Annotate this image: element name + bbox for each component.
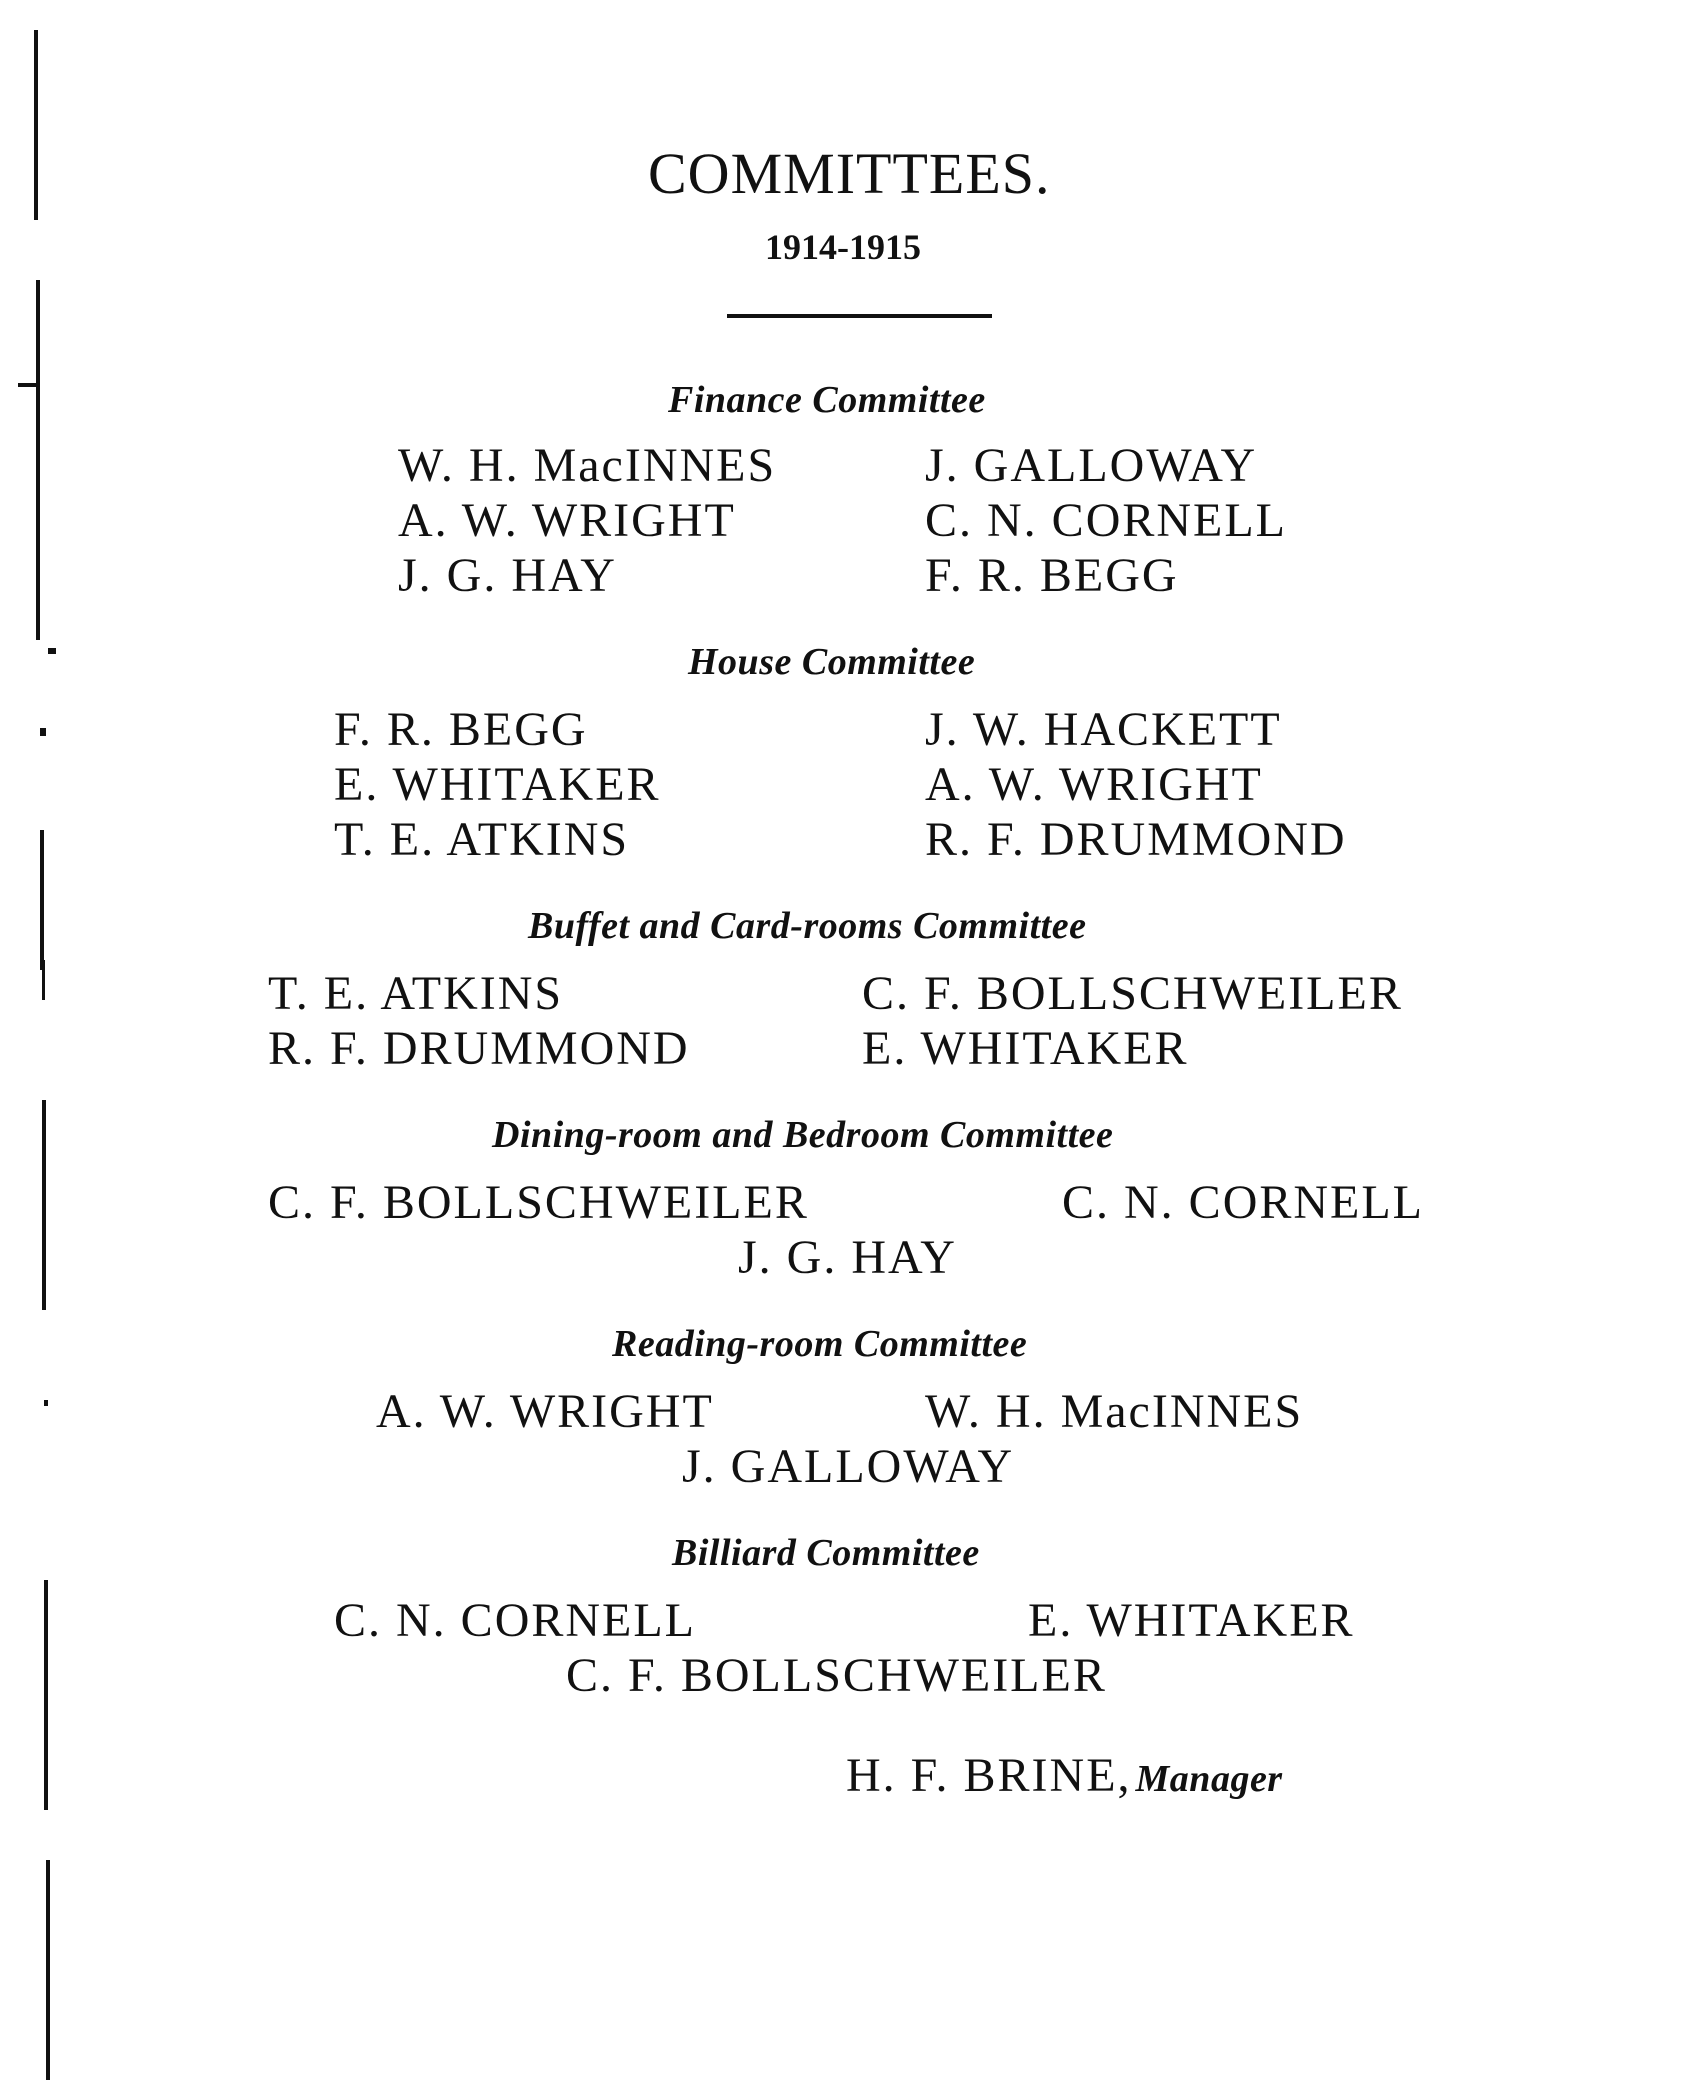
buffet-committee-heading: Buffet and Card-rooms Committee <box>528 905 1087 947</box>
committee-member: F. R. BEGG <box>334 703 588 756</box>
committee-member: C. F. BOLLSCHWEILER <box>268 1176 809 1229</box>
committee-member: E. WHITAKER <box>1028 1594 1355 1647</box>
reading-committee-heading: Reading-room Committee <box>612 1323 1028 1365</box>
committee-member: J. GALLOWAY <box>682 1440 1015 1493</box>
committee-member: E. WHITAKER <box>334 758 661 811</box>
committee-member: C. N. CORNELL <box>1062 1176 1424 1229</box>
scan-speck <box>48 648 56 654</box>
scan-speck <box>18 383 40 387</box>
committee-member: T. E. ATKINS <box>268 967 564 1020</box>
committee-member: C. F. BOLLSCHWEILER <box>566 1649 1107 1702</box>
committee-member: J. G. HAY <box>738 1231 957 1284</box>
scan-margin-line <box>42 1100 46 1310</box>
scan-margin-line <box>34 30 38 220</box>
scan-margin-line <box>44 1580 48 1810</box>
committee-member: C. F. BOLLSCHWEILER <box>862 967 1403 1020</box>
scan-speck <box>40 728 46 736</box>
dining-committee-heading: Dining-room and Bedroom Committee <box>492 1114 1114 1156</box>
scan-speck <box>42 960 45 1000</box>
scan-margin-line <box>46 1860 50 2080</box>
committee-member: R. F. DRUMMOND <box>268 1022 690 1075</box>
committee-member: C. N. CORNELL <box>925 494 1287 547</box>
committee-member: C. N. CORNELL <box>334 1594 696 1647</box>
finance-committee-heading: Finance Committee <box>668 379 986 421</box>
scan-speck <box>44 1400 48 1406</box>
manager-signature <box>846 1748 1283 1803</box>
scan-margin-line <box>40 830 44 970</box>
billiard-committee-heading: Billiard Committee <box>672 1532 980 1574</box>
committee-member: W. H. MacINNES <box>925 1385 1304 1438</box>
committee-member: J. W. HACKETT <box>925 703 1282 756</box>
title-divider <box>727 314 992 318</box>
committee-member: T. E. ATKINS <box>334 813 630 866</box>
committee-member: A. W. WRIGHT <box>376 1385 714 1438</box>
committee-member: A. W. WRIGHT <box>398 494 736 547</box>
committee-member: A. W. WRIGHT <box>925 758 1263 811</box>
committee-member: W. H. MacINNES <box>398 439 777 492</box>
scan-margin-line <box>36 280 40 640</box>
manager-name: H. F. BRINE, <box>846 1749 1132 1802</box>
house-committee-heading: House Committee <box>688 641 976 683</box>
committee-member: F. R. BEGG <box>925 549 1179 602</box>
page-years: 1914-1915 <box>765 227 921 267</box>
committee-member: J. GALLOWAY <box>925 439 1258 492</box>
page-title: COMMITTEES. <box>648 141 1051 206</box>
committee-member: J. G. HAY <box>398 549 617 602</box>
committee-member: R. F. DRUMMOND <box>925 813 1347 866</box>
committee-member: E. WHITAKER <box>862 1022 1189 1075</box>
manager-role: Manager <box>1135 1758 1283 1800</box>
